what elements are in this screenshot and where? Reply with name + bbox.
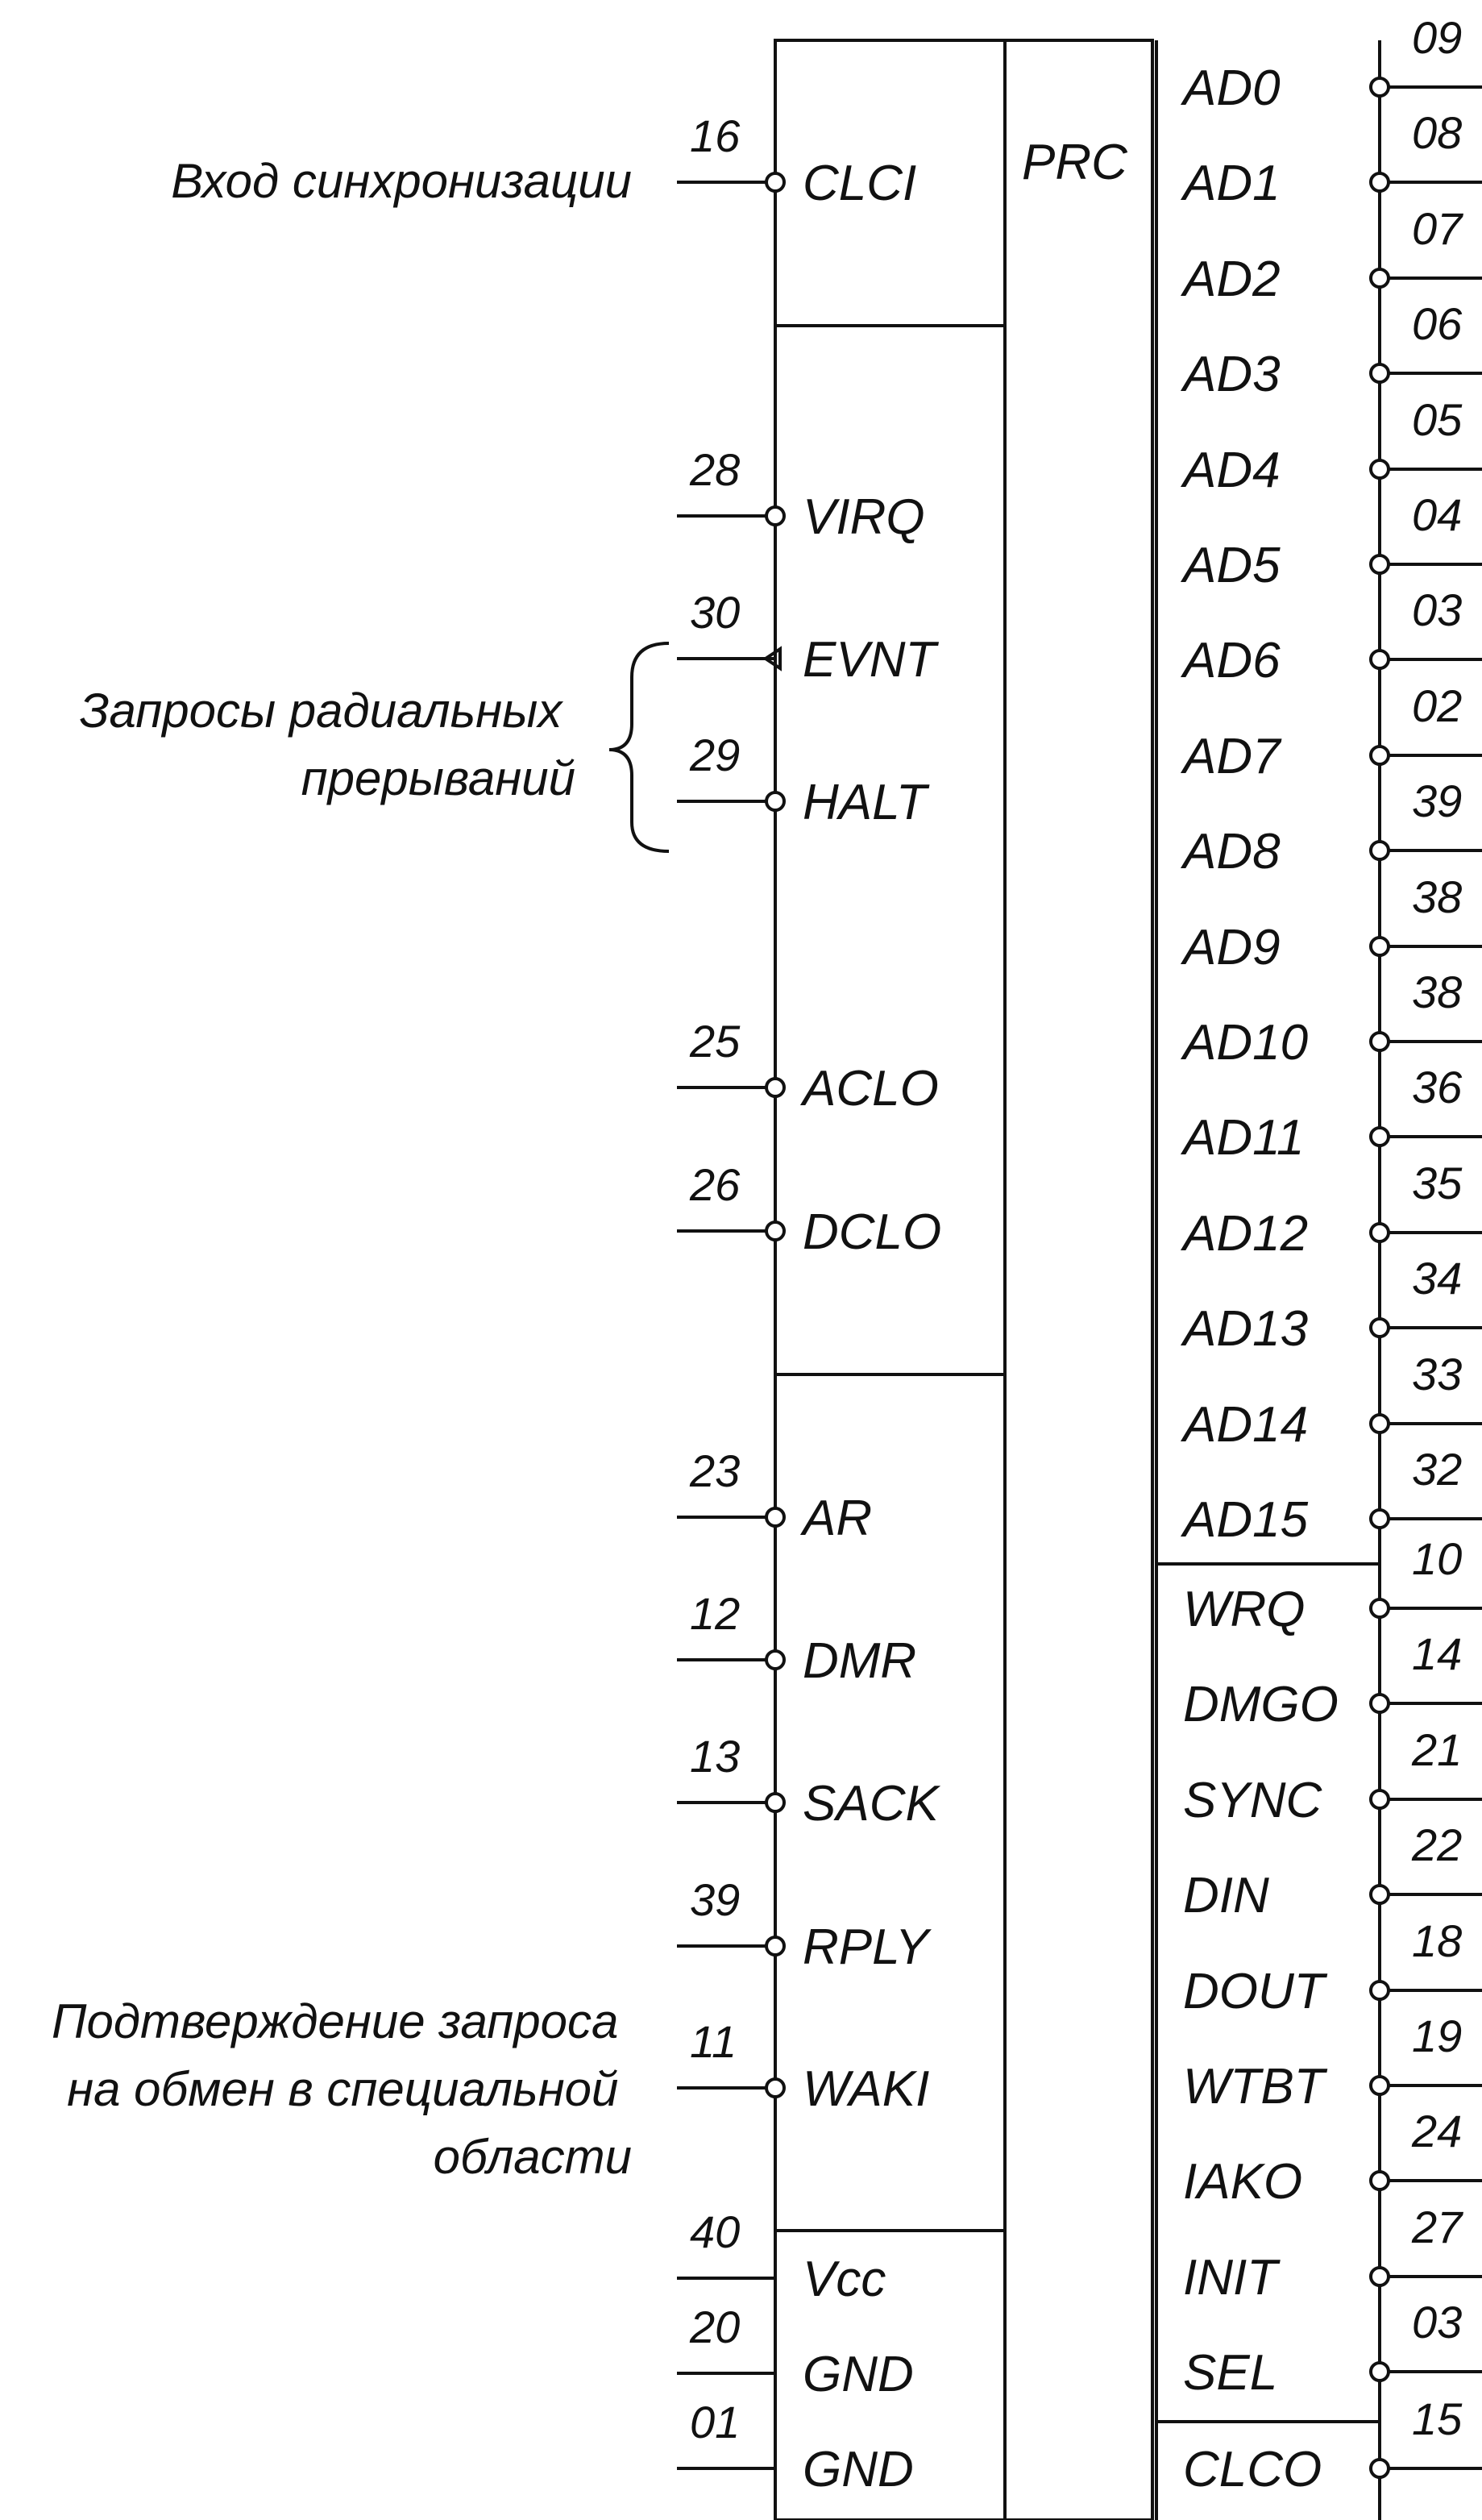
inversion-bubble — [1371, 1790, 1389, 1808]
inversion-bubble — [766, 173, 784, 191]
pin-signal-name: AD8 — [1183, 824, 1281, 880]
pin-number: 07 — [1412, 203, 1463, 254]
pin-signal-name: DMGO — [1183, 1677, 1339, 1732]
left-pin-group — [677, 110, 941, 2497]
pin-number: 23 — [690, 1445, 741, 1496]
pin-number: 18 — [1412, 1915, 1463, 1966]
pin-number: 39 — [1412, 776, 1463, 826]
pin-signal-name: CLCO — [1183, 2442, 1322, 2497]
pin-signal-name: ACLO — [803, 1061, 939, 1117]
pin-signal-name: SACK — [803, 1776, 939, 1832]
pin-number: 22 — [1412, 1819, 1463, 1870]
pin-signal-name: AD13 — [1183, 1301, 1309, 1357]
pin-signal-name: EVNT — [803, 632, 936, 688]
right-pin-ad2 — [1180, 203, 1482, 307]
note-sync-input — [171, 154, 632, 208]
pin-number: 30 — [690, 587, 741, 638]
inversion-bubble — [1371, 2172, 1389, 2189]
pin-signal-name: IAKO — [1183, 2154, 1303, 2210]
pin-signal-name: SYNC — [1183, 1773, 1322, 1828]
pin-signal-name: HALT — [803, 775, 927, 830]
pin-signal-name: Vcc — [803, 2252, 886, 2307]
pin-signal-name: AD2 — [1183, 252, 1281, 307]
inversion-bubble — [1371, 1415, 1389, 1433]
inversion-bubble — [1371, 842, 1389, 859]
pin-number: 03 — [1412, 584, 1463, 635]
left-pin-evnt — [677, 587, 939, 688]
inversion-bubble — [766, 2079, 784, 2097]
right-pin-ad7 — [1180, 680, 1482, 784]
pin-number: 05 — [1412, 394, 1463, 445]
pin-signal-name: VIRQ — [803, 489, 925, 545]
pin-signal-name: GND — [803, 2347, 914, 2402]
pin-signal-name: AD7 — [1183, 729, 1281, 784]
pin-signal-name: DMR — [803, 1633, 917, 1689]
pin-number: 01 — [690, 2397, 741, 2447]
inversion-bubble — [1371, 1981, 1389, 1999]
right-pin-ad6 — [1180, 584, 1482, 688]
inversion-bubble — [1371, 173, 1389, 191]
left-pin-clci — [677, 110, 916, 211]
inversion-bubble — [766, 1794, 784, 1811]
inversion-bubble — [1371, 460, 1389, 478]
inversion-bubble — [1371, 1128, 1389, 1146]
inversion-bubble — [1371, 1033, 1389, 1050]
pin-number: 33 — [1412, 1349, 1463, 1399]
radial-interrupts-brace — [609, 643, 669, 851]
pin-number: 21 — [1412, 1724, 1463, 1775]
inversion-bubble — [766, 507, 784, 525]
pin-number: 09 — [1412, 12, 1463, 63]
pin-signal-name: WTBT — [1183, 2059, 1325, 2115]
note-waki-line: области — [433, 2130, 632, 2184]
pin-signal-name: AD9 — [1183, 920, 1281, 975]
pin-signal-name: DOUT — [1183, 1964, 1325, 2019]
right-pin-ad12 — [1180, 1158, 1482, 1262]
pin-number: 12 — [690, 1588, 741, 1639]
pin-signal-name: AD12 — [1183, 1206, 1309, 1262]
pin-number: 04 — [1412, 489, 1463, 540]
pin-number: 08 — [1412, 107, 1463, 158]
pin-number: 24 — [1412, 2106, 1463, 2156]
pin-number: 19 — [1412, 2011, 1463, 2061]
pin-signal-name: SEL — [1183, 2345, 1278, 2401]
note-waki-line: на обмен в специальной — [67, 2062, 619, 2116]
right-pin-wtbt — [1183, 2011, 1482, 2115]
pin-number: 39 — [690, 1874, 741, 1925]
pin-signal-name: AD3 — [1183, 347, 1281, 402]
left-pin-gnd — [677, 2302, 914, 2402]
right-pin-group — [1180, 12, 1482, 2497]
note-radial-line: прерываний — [301, 751, 575, 805]
pin-number: 13 — [690, 1731, 741, 1782]
block-title: PRC — [1022, 135, 1127, 190]
note-radial-line: Запросы радиальных — [79, 684, 562, 738]
right-pin-ad5 — [1180, 489, 1482, 593]
pin-signal-name: DCLO — [803, 1204, 942, 1260]
inversion-bubble — [1371, 555, 1389, 573]
inversion-bubble — [1371, 938, 1389, 955]
left-pin-sack — [677, 1731, 940, 1832]
inversion-bubble — [1371, 78, 1389, 96]
pin-number: 20 — [690, 2302, 741, 2352]
right-pin-ad0 — [1180, 12, 1482, 116]
pin-signal-name: CLCI — [803, 156, 917, 211]
pin-number: 02 — [1412, 680, 1463, 731]
pin-number: 36 — [1412, 1062, 1463, 1112]
note-sync-line: Вход синхронизации — [171, 154, 632, 208]
right-pin-ad1 — [1180, 107, 1482, 211]
pin-number: 25 — [690, 1016, 741, 1067]
pin-signal-name: AD0 — [1183, 60, 1281, 116]
pin-signal-name: INIT — [1183, 2250, 1278, 2306]
right-pin-sel — [1183, 2297, 1482, 2401]
right-pin-ad15 — [1180, 1444, 1482, 1548]
pin-signal-name: DIN — [1183, 1868, 1269, 1923]
inversion-bubble — [1371, 364, 1389, 382]
pin-number: 28 — [690, 444, 741, 495]
inversion-bubble — [1371, 651, 1389, 668]
pin-number: 38 — [1412, 967, 1463, 1017]
pin-signal-name: AD5 — [1183, 538, 1281, 593]
left-pin-dmr — [677, 1588, 916, 1689]
left-pin-virq — [677, 444, 925, 545]
right-pin-sync — [1183, 1724, 1482, 1828]
inversion-bubble — [1371, 1695, 1389, 1712]
pin-signal-name: AD1 — [1183, 156, 1281, 211]
pin-signal-name: GND — [803, 2442, 914, 2497]
pin-number: 40 — [690, 2206, 741, 2257]
pin-number: 26 — [690, 1159, 741, 1210]
right-pin-ad11 — [1180, 1062, 1482, 1166]
pin-number: 29 — [690, 730, 741, 780]
pin-signal-name: AR — [803, 1491, 873, 1546]
right-pin-dout — [1183, 1915, 1482, 2019]
chip-outline — [775, 40, 1152, 2520]
pin-signal-name: AD10 — [1183, 1015, 1309, 1071]
left-pin-halt — [677, 730, 930, 830]
left-pin-waki — [677, 2016, 929, 2117]
left-pin-dclo — [677, 1159, 941, 1260]
pin-number: 27 — [1412, 2202, 1463, 2252]
inversion-bubble — [1371, 1224, 1389, 1241]
right-pin-ad14 — [1180, 1349, 1482, 1453]
left-pin-aclo — [677, 1016, 939, 1117]
left-pin-gnd — [677, 2397, 914, 2497]
pin-number: 10 — [1412, 1533, 1463, 1584]
inversion-bubble — [766, 792, 784, 810]
inversion-bubble — [766, 1651, 784, 1669]
note-waki-line: Подтверждение запроса — [51, 1994, 619, 2048]
right-pin-ad13 — [1180, 1253, 1482, 1357]
inversion-bubble — [1371, 2460, 1389, 2477]
right-pin-din — [1183, 1819, 1482, 1923]
left-pin-vcc — [677, 2206, 886, 2307]
right-pin-ad8 — [1180, 776, 1482, 880]
inversion-bubble — [766, 1508, 784, 1526]
pin-number: 06 — [1412, 298, 1463, 349]
inversion-bubble — [1371, 2077, 1389, 2094]
pin-signal-name: WRQ — [1183, 1582, 1306, 1637]
inversion-bubble — [1371, 1886, 1389, 1903]
right-pin-ad4 — [1180, 394, 1482, 498]
inversion-bubble — [1371, 746, 1389, 764]
inversion-bubble — [766, 1079, 784, 1096]
right-pin-iako — [1183, 2106, 1482, 2210]
inversion-bubble — [766, 1222, 784, 1240]
pin-signal-name: WAKI — [803, 2061, 930, 2117]
inversion-bubble — [1371, 2363, 1389, 2381]
pin-number: 16 — [690, 110, 741, 161]
pin-number: 03 — [1412, 2297, 1463, 2347]
note-radial-interrupts — [80, 684, 575, 805]
inversion-bubble — [1371, 2268, 1389, 2285]
right-pin-clco — [1183, 2393, 1482, 2497]
left-pin-rply — [677, 1874, 932, 1975]
right-pin-ad10 — [1180, 967, 1482, 1071]
right-pin-init — [1183, 2202, 1482, 2306]
note-waki — [52, 1994, 632, 2184]
right-pin-ad3 — [1180, 298, 1482, 402]
pin-signal-name: RPLY — [803, 1919, 929, 1975]
pin-number: 35 — [1412, 1158, 1463, 1208]
pin-number: 14 — [1412, 1628, 1463, 1679]
inversion-bubble — [1371, 269, 1389, 287]
pin-number: 38 — [1412, 871, 1463, 922]
inversion-bubble — [1371, 1510, 1389, 1528]
pin-number: 32 — [1412, 1444, 1463, 1495]
pin-signal-name: AD15 — [1183, 1492, 1309, 1548]
inversion-bubble — [1371, 1319, 1389, 1337]
pin-number: 15 — [1412, 2393, 1463, 2444]
pin-number: 34 — [1412, 1253, 1463, 1304]
pin-signal-name: AD6 — [1183, 633, 1281, 688]
pin-signal-name: AD11 — [1183, 1110, 1305, 1166]
pin-signal-name: AD14 — [1183, 1397, 1309, 1453]
pin-signal-name: AD4 — [1183, 443, 1281, 498]
inversion-bubble — [766, 1937, 784, 1955]
inversion-bubble — [1371, 1599, 1389, 1617]
pin-number: 11 — [690, 2016, 737, 2067]
right-pin-ad9 — [1180, 871, 1482, 975]
right-pin-dmgo — [1183, 1628, 1482, 1732]
right-pin-wrq — [1183, 1533, 1482, 1637]
